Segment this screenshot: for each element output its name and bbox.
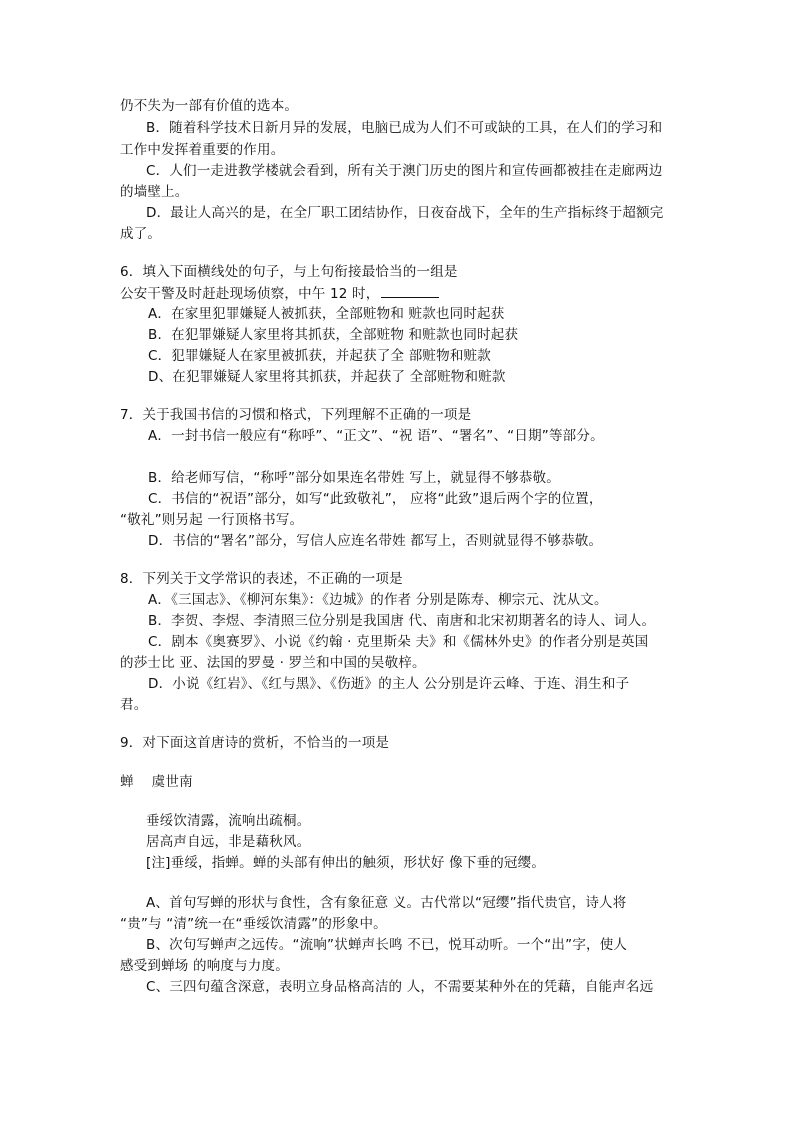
question-8-option-c: C．剧本《奥赛罗》、小说《约翰 · 克里斯朵 夫》和《儒林外史》的作者分别是英国 bbox=[148, 634, 649, 650]
text-line: 工作中发挥着重要的作用。 bbox=[120, 142, 285, 158]
option-c-line: C．人们一走进教学楼就会看到，所有关于澳门历史的图片和宣传画都被挂在走廊两边 bbox=[146, 163, 663, 179]
question-9-option-a: A、首句写蝉的形状与食性，含有象征意 义。古代常以“冠缨”指代贵官，诗人将 bbox=[146, 895, 627, 911]
question-6: 6．填入下面横线处的句子，与上句衔接最恰当的一组是 bbox=[120, 264, 458, 280]
poem-title: 蝉 虞世南 bbox=[120, 774, 193, 790]
question-8-option-c-cont: 的莎士比 亚、法国的罗曼 · 罗兰和中国的吴敬梓。 bbox=[120, 655, 426, 671]
question-7-option-d: D．书信的“署名”部分，写信人应连名带姓 都写上，否则就显得不够恭敬。 bbox=[148, 533, 603, 549]
question-7-option-c-cont: “敬礼”则另起 一行顶格书写。 bbox=[120, 512, 304, 528]
question-9-option-c: C、三四句蕴含深意，表明立身品格高洁的 人，不需要某种外在的凭藉，自能声名远 bbox=[146, 979, 654, 995]
text-line: 成了。 bbox=[120, 226, 162, 242]
question-6-option-a: A．在家里犯罪嫌疑人被抓获，全部赃物和 赃款也同时起获 bbox=[148, 306, 505, 322]
question-9-option-b: B、次句写蝉声之远传。“流响”状蝉声长鸣 不已，悦耳动听。一个“出”字，使人 bbox=[146, 937, 628, 953]
question-8: 8．下列关于文学常识的表述，不正确的一项是 bbox=[120, 571, 403, 587]
question-6-option-b: B．在犯罪嫌疑人家里将其抓获，全部赃物 和赃款也同时起获 bbox=[148, 327, 519, 343]
question-7-option-b: B．给老师写信，“称呼”部分如果连名带姓 写上，就显得不够恭敬。 bbox=[148, 470, 560, 486]
question-9-option-a-cont: “贵”与 “清”统一在“垂绥饮清露”的形象中。 bbox=[120, 916, 387, 932]
question-8-option-d: D．小说《红岩》、《红与黑》、《伤逝》的主人 公分别是许云峰、于连、涓生和子 bbox=[148, 676, 630, 692]
answer-blank bbox=[381, 283, 439, 298]
text-line: 仍不失为一部有价值的选本。 bbox=[120, 98, 299, 114]
poem-line-2: 居高声自远，非是藉秋风。 bbox=[146, 834, 311, 850]
question-6-option-c: C．犯罪嫌疑人在家里被抓获，并起获了全 部赃物和赃款 bbox=[148, 348, 491, 364]
question-7-option-c: C．书信的“祝语”部分，如写“此致敬礼”， 应将“此致”退后两个字的位置， bbox=[148, 491, 603, 507]
text-line: 的墙壁上。 bbox=[120, 184, 189, 200]
question-6-stem bbox=[120, 283, 439, 304]
poem-note: [注]垂绥，指蝉。蝉的头部有伸出的触须，形状好 像下垂的冠缨。 bbox=[146, 855, 546, 871]
poem-line-1: 垂绥饮清露，流响出疏桐。 bbox=[146, 813, 311, 829]
question-8-option-d-cont: 君。 bbox=[120, 697, 148, 713]
question-7: 7．关于我国书信的习惯和格式，下列理解不正确的一项是 bbox=[120, 407, 472, 423]
question-8-option-b: B．李贺、李煜、李清照三位分别是我国唐 代、南唐和北宋初期著名的诗人、词人。 bbox=[148, 613, 656, 629]
question-6-option-d: D、在犯罪嫌疑人家里将其抓获，并起获了 全部赃物和赃款 bbox=[148, 369, 506, 385]
question-8-option-a: A．《三国志》、《柳河东集》：《边城》的作者 分别是陈寿、柳宗元、沈从文。 bbox=[148, 592, 608, 608]
question-9: 9．对下面这首唐诗的赏析，不恰当的一项是 bbox=[120, 735, 390, 751]
option-b-line: B．随着科学技术日新月异的发展，电脑已成为人们不可或缺的工具，在人们的学习和 bbox=[146, 120, 663, 136]
option-d-line: D．最让人高兴的是，在全厂职工团结协作，日夜奋战下，全年的生产指标终于超额完 bbox=[146, 205, 664, 221]
question-7-option-a: A．一封书信一般应有“称呼”、“正文”、“祝 语”、“署名”、“日期”等部分。 bbox=[148, 428, 604, 444]
question-9-option-b-cont: 感受到蝉场 的响度与力度。 bbox=[120, 958, 289, 974]
question-6-stem-text: 公安干警及时赶赴现场侦察，中午 12 时， bbox=[120, 286, 380, 302]
